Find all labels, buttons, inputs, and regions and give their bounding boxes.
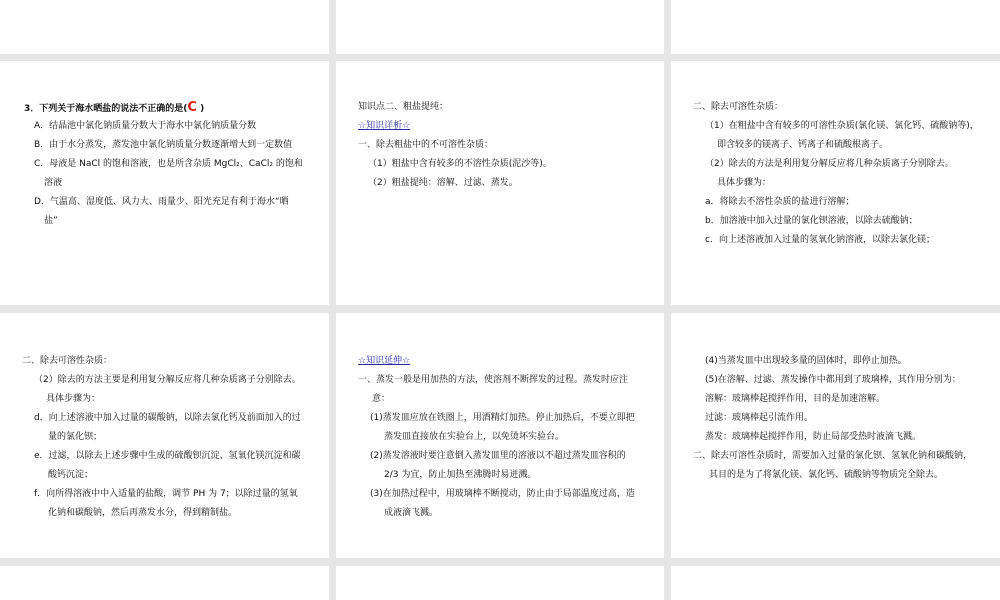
option-d: D．气温高、湿度低、风力大、雨量少、阳光充足有利于海水“晒	[34, 197, 289, 207]
text-line: （2）粗盐提纯：溶解、过滤、蒸发。	[368, 178, 518, 188]
slide-bottom-right	[671, 566, 1000, 600]
slide-soluble-impurities-2[interactable]	[0, 313, 329, 558]
option-d-cont: 盐”	[44, 216, 58, 226]
text-line: （2）除去的方法是利用复分解反应将几种杂质离子分别除去。	[705, 159, 954, 169]
slide-top-middle	[336, 0, 664, 54]
text-line: 一、蒸发一般是用加热的方法，使溶剂不断挥发的过程。蒸发时应注	[358, 375, 629, 385]
answer-mark: C	[187, 100, 197, 115]
detail-link[interactable]: ☆知识详析☆	[358, 121, 411, 131]
slide-evaporation[interactable]	[671, 313, 1000, 558]
text-line: 具体步骤为：	[46, 394, 101, 404]
text-line: 即含较多的镁离子、钙离子和硫酸根离子。	[717, 140, 889, 150]
text-line: (2)蒸发溶液时要注意倒入蒸发皿里的溶液以不超过蒸发皿容积的	[370, 451, 626, 461]
text-line: 量的氯化钡；	[48, 432, 103, 442]
option-c-cont: 溶液	[44, 178, 63, 188]
text-line: 二、除去可溶性杂质时，需要加入过量的氯化钡、氢氧化钠和碳酸钠，	[693, 451, 973, 461]
text-line: （1）在粗盐中含有较多的可溶性杂质(氯化镁、氯化钙、硫酸钠等)，	[705, 121, 979, 131]
text-line: 意：	[372, 394, 391, 404]
text-line: 其目的是为了将氯化镁、氯化钙、硫酸钠等物质完全除去。	[709, 470, 944, 480]
text-line: (4)当蒸发皿中出现较多量的固体时，即停止加热。	[705, 356, 907, 366]
text-line: e．过滤，以除去上述步骤中生成的硫酸钡沉淀、氢氧化镁沉淀和碳	[34, 451, 301, 461]
question-text	[24, 101, 204, 116]
slide-knowledge-extend[interactable]	[336, 313, 664, 558]
option-a: A．结晶池中氯化钠质量分数大于海水中氯化钠质量分数	[34, 121, 257, 131]
text-line: a．将除去不溶性杂质的盐进行溶解；	[705, 197, 855, 207]
text-line: b．加溶液中加入过量的氯化钡溶液，以除去硫酸钠；	[705, 216, 918, 226]
slide-top-left	[0, 0, 329, 54]
text-line: （1）粗盐中含有较多的不溶性杂质(泥沙等)。	[368, 159, 552, 169]
text-line: 蒸发皿直接放在实验台上，以免烫坏实验台。	[384, 432, 565, 442]
option-b: B．由于水分蒸发，蒸发池中氯化钠质量分数逐渐增大到一定数值	[34, 140, 293, 150]
text-line: 蒸发：玻璃棒起搅拌作用，防止局部受热时液滴飞溅。	[705, 432, 922, 442]
text-line: 化钠和碳酸钠，然后再蒸发水分，得到精制盐。	[48, 508, 238, 518]
option-c: C．母液是 NaCl 的饱和溶液，也是所含杂质 MgCl₂、CaCl₂ 的饱和	[34, 159, 303, 169]
text-line: 成液滴飞溅。	[384, 508, 439, 518]
text-line: 2/3 为宜，防止加热至沸腾时易迸溅。	[384, 470, 537, 480]
text-line: 二、除去可溶性杂质：	[22, 356, 113, 366]
extend-link[interactable]: ☆知识延伸☆	[358, 356, 411, 366]
slide-bottom-middle	[336, 566, 664, 600]
section-title: 知识点二、粗盐提纯：	[358, 102, 449, 112]
question-prefix: 3．下列关于海水晒盐的说法不正确的是(	[24, 104, 188, 114]
text-line: 一、除去粗盐中的不可溶性杂质：	[358, 140, 494, 150]
text-line: (5)在溶解、过滤、蒸发操作中都用到了玻璃棒，其作用分别为：	[705, 375, 961, 385]
text-line: 二、除去可溶性杂质：	[693, 102, 784, 112]
text-line: c．向上述溶液加入过量的氢氧化钠溶液，以除去氯化镁；	[705, 235, 935, 245]
question-suffix: )	[196, 104, 205, 114]
text-line: 具体步骤为：	[717, 178, 772, 188]
text-line: f．向所得溶液中中入适量的盐酸，调节 PH 为 7；以除过量的氢氧	[34, 489, 298, 499]
text-line: （2）除去的方法主要是利用复分解反应将几种杂质离子分别除去。	[34, 375, 301, 385]
slide-bottom-left	[0, 566, 329, 600]
text-line: 溶解：玻璃棒起搅拌作用，目的是加速溶解。	[705, 394, 886, 404]
slide-knowledge-2[interactable]	[336, 61, 664, 305]
slide-soluble-impurities-1[interactable]	[671, 61, 1000, 305]
text-line: (3)在加热过程中，用玻璃棒不断搅动，防止由于局部温度过高，造	[370, 489, 635, 499]
slide-question-3[interactable]	[0, 61, 329, 305]
text-line: 酸钙沉淀；	[48, 470, 94, 480]
text-line: 过滤：玻璃棒起引流作用。	[705, 413, 814, 423]
slide-top-right	[671, 0, 1000, 54]
text-line: d．向上述溶液中加入过量的碳酸钠，以除去氯化钙及前面加入的过	[34, 413, 301, 423]
text-line: (1)蒸发皿应放在铁圈上，用酒精灯加热。停止加热后，不要立即把	[370, 413, 635, 423]
